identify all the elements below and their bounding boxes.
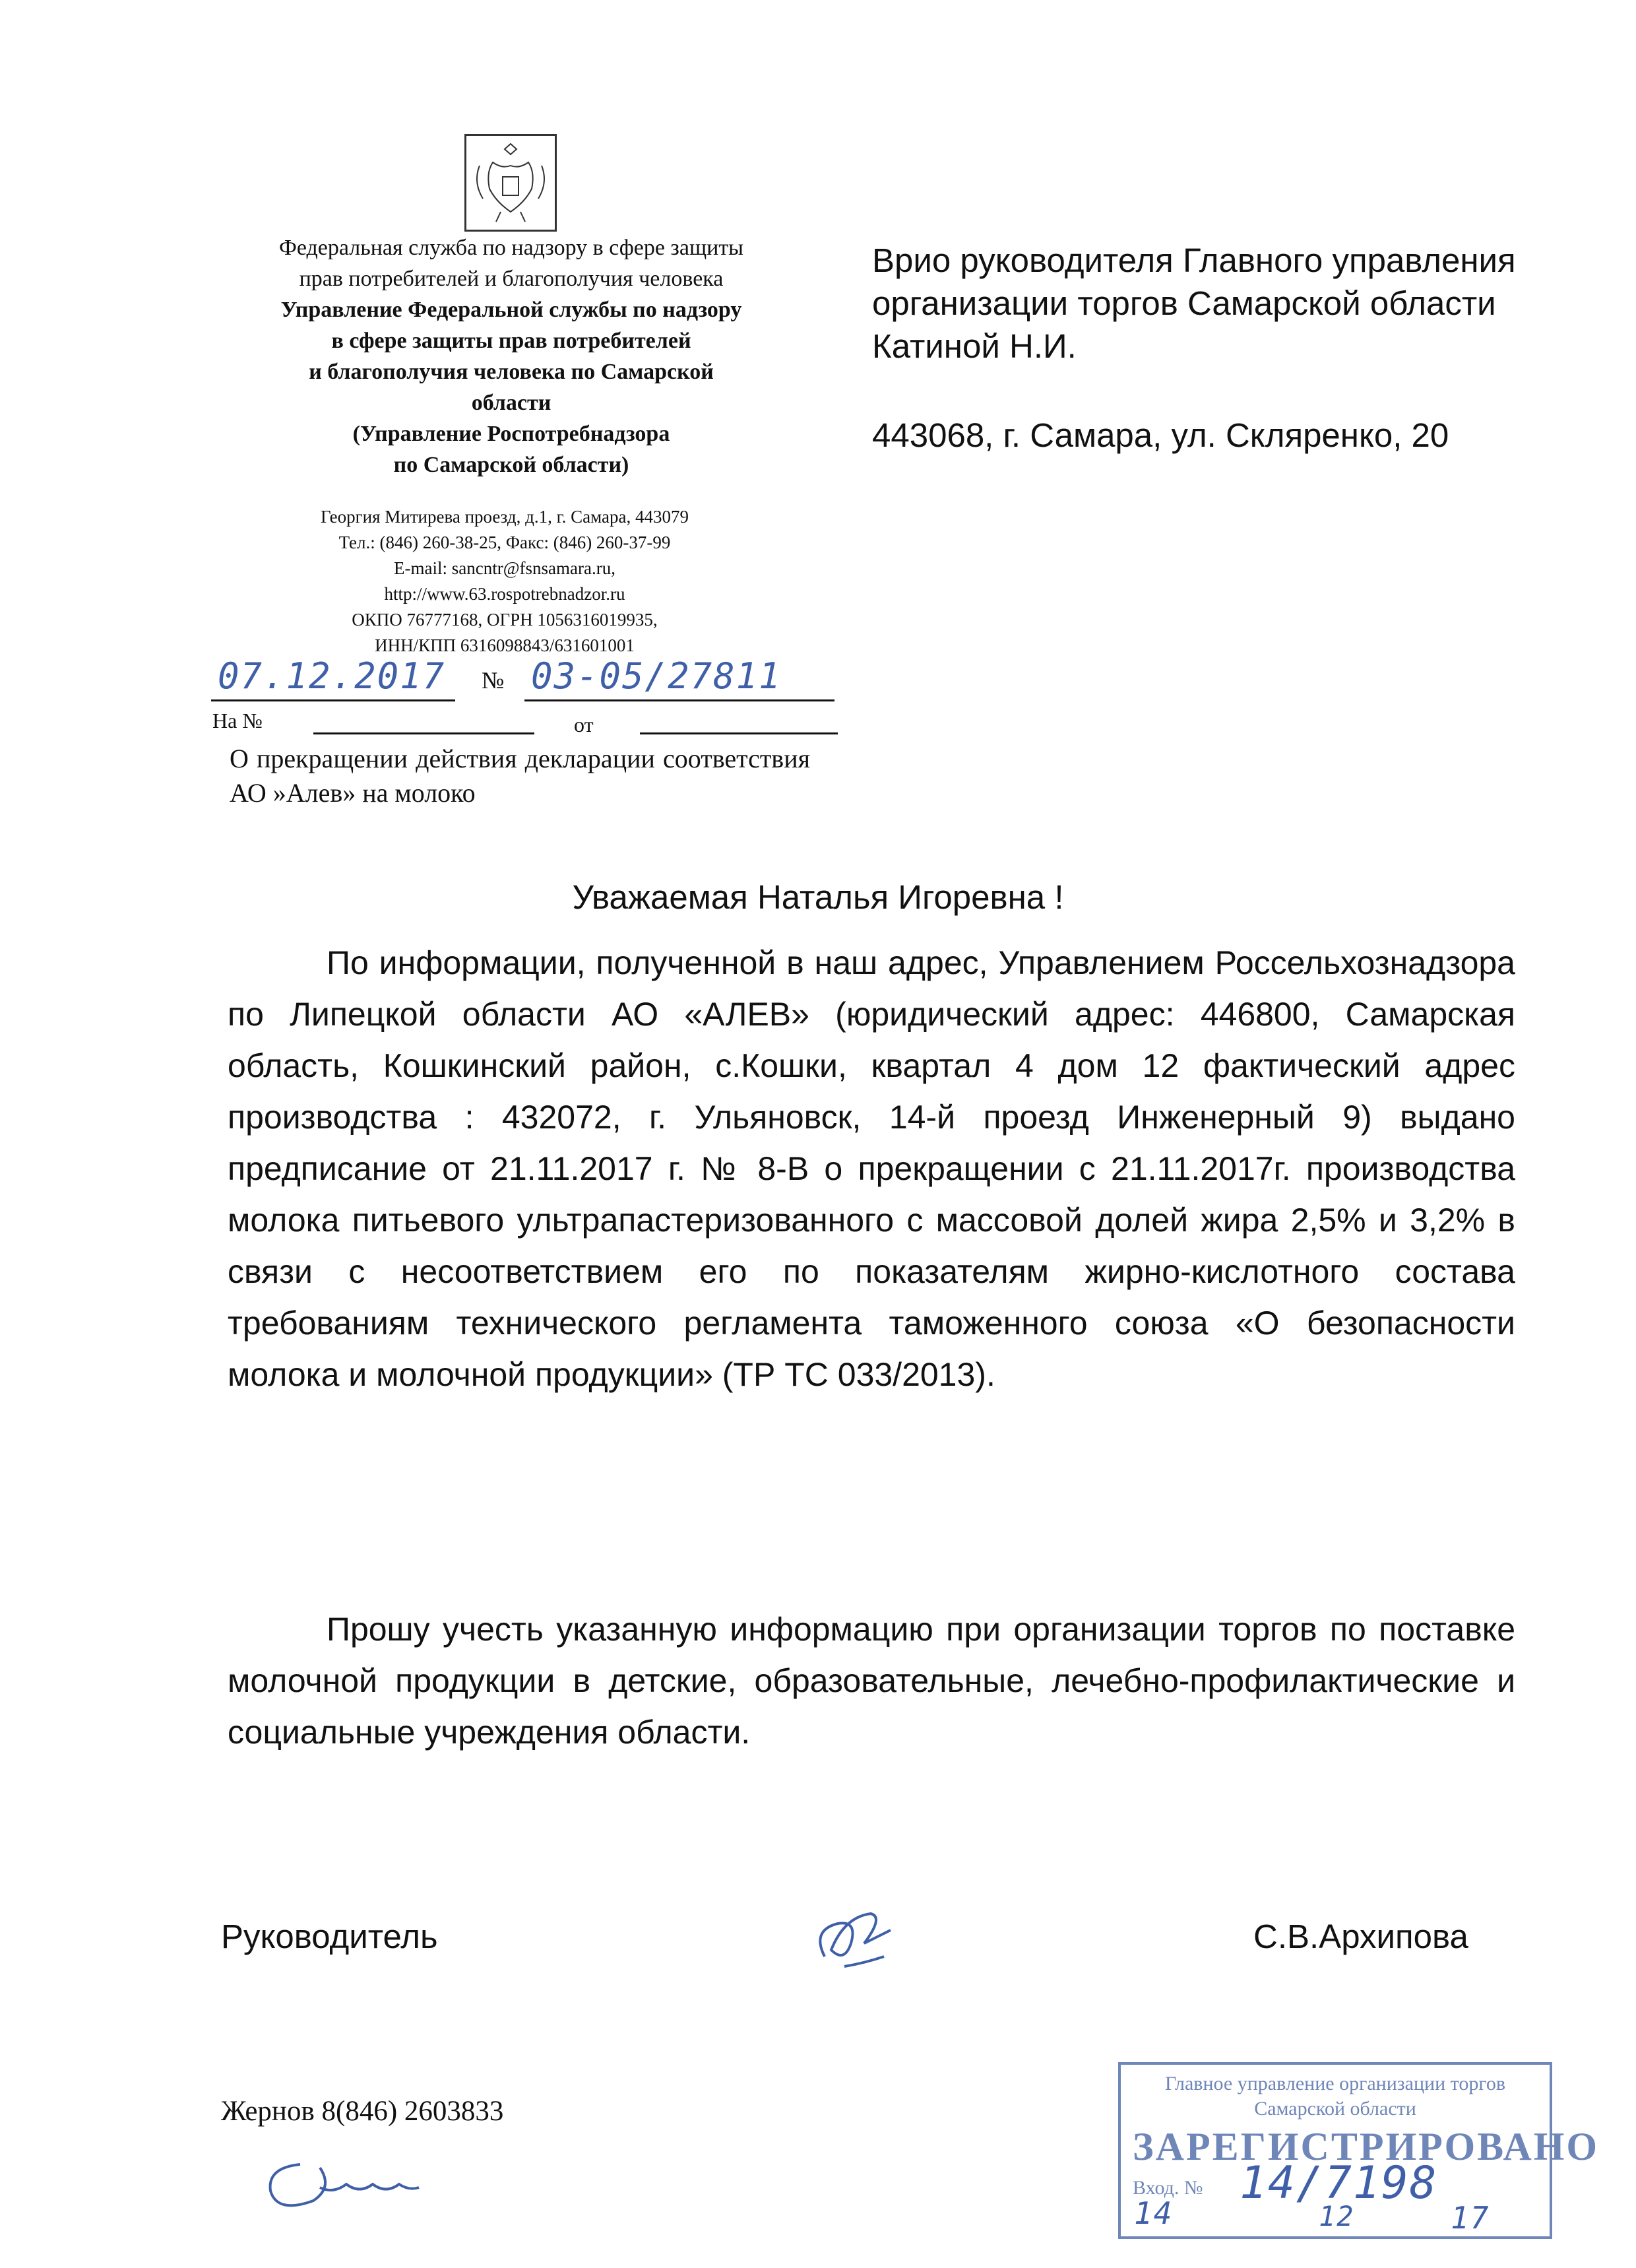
stamp-day: 14 — [1134, 2195, 1174, 2231]
sender-phone: Тел.: (846) 260-38-25, Факс: (846) 260-37-99 — [338, 533, 671, 552]
outgoing-number: 03-05/27811 — [531, 655, 782, 697]
registration-stamp — [1118, 2062, 1600, 2239]
addressee-address: 443068, г. Самара, ул. Скляренко, 20 — [872, 416, 1449, 454]
reply-number-line — [313, 732, 534, 734]
stamp-incoming-label: Вход. № — [1133, 2177, 1203, 2199]
handwritten-signature — [805, 1904, 904, 1976]
number-sign: № — [482, 667, 505, 694]
sender-line: (Управление Роспотребнадзора — [352, 422, 670, 446]
number-underline — [524, 699, 834, 701]
sender-line: Управление Федеральной службы по надзору — [280, 298, 742, 322]
coat-of-arms-emblem — [464, 134, 557, 232]
sender-line: по Самарской области) — [393, 453, 629, 477]
letter-subject: О прекращении действия декларации соответствия АО »Алев» на молоко — [230, 744, 810, 808]
reply-date-label: от — [574, 713, 594, 736]
stamp-organization: Главное управление организации торгов — [1164, 2073, 1506, 2094]
addressee-block — [872, 239, 1585, 368]
addressee-line: Катиной Н.И. — [872, 327, 1077, 365]
sender-okpo: ОКПО 76777168, ОГРН 1056316019935, — [352, 610, 658, 630]
sender-inn: ИНН/КПП 6316098843/631601001 — [375, 635, 635, 655]
date-underline — [211, 699, 455, 701]
sender-line: прав потребителей и благополучия человека — [299, 267, 724, 291]
sender-line: в сфере защиты прав потребителей — [331, 329, 691, 353]
signatory-name: С.В.Архипова — [1253, 1918, 1468, 1955]
reply-date-line — [640, 732, 838, 734]
executor-contact: Жернов 8(846) 2603833 — [221, 2096, 504, 2127]
sender-address: Георгия Митирева проезд, д.1, г. Самара, 443079 — [321, 507, 689, 527]
sender-line: Федеральная служба по надзору в сфере защиты — [278, 236, 744, 260]
greeting: Уважаемая Наталья Игоревна ! — [572, 878, 1064, 916]
sender-line: и благополучия человека по Самарской — [309, 360, 714, 384]
sender-contacts — [251, 504, 759, 659]
stamp-month: 12 — [1319, 2200, 1355, 2232]
sender-line: области — [471, 391, 551, 415]
stamp-year: 17 — [1451, 2200, 1490, 2236]
stamp-incoming-number: 14/7198 — [1240, 2157, 1438, 2209]
reply-to-label: На № — [212, 709, 263, 732]
executor-signature — [261, 2148, 432, 2220]
sender-website: http://www.63.rospotrebnadzor.ru — [384, 584, 625, 604]
sender-email: E-mail: sancntr@fsnsamara.ru, — [394, 558, 615, 578]
stamp-registered: ЗАРЕГИСТРИРОВАНО — [1133, 2125, 1600, 2168]
body-paragraph: По информации, полученной в наш адрес, Управлением Россельхознадзора по Липецкой области АО «АЛЕВ» (юридический адрес: 446800, Самарская область, Кошкинский район, с.Кошки, квартал 4 дом 12 фактический адрес производства : 432072, г. Ульяновск, 14-й проезд Инженерный 9) выдано предписание от 21.11.2017 г. № 8-В о прекращении с 21.11.2017г. производства молока питьевого ультрапастеризованного с массовой долей жира 2,5% и 3,2% в связи с несоответствием его по показателям жирно-кислотного состава требованиям технического регламента таможенного союза «О безопасности молока и молочной продукции» (ТР ТС 033/2013). — [228, 944, 1515, 1393]
sender-block — [221, 232, 802, 480]
body-paragraph: Прошу учесть указанную информацию при организации торгов по поставке молочной продукции в детские, образовательные, лечебно-профилактические и социальные учреждения области. — [228, 1611, 1515, 1751]
signatory-title: Руководитель — [221, 1918, 438, 1955]
stamp-region: Самарской области — [1254, 2098, 1416, 2120]
outgoing-date: 07.12.2017 — [218, 655, 446, 697]
addressee-line: организации торгов Самарской области — [872, 284, 1496, 322]
addressee-line: Врио руководителя Главного управления — [872, 242, 1516, 279]
